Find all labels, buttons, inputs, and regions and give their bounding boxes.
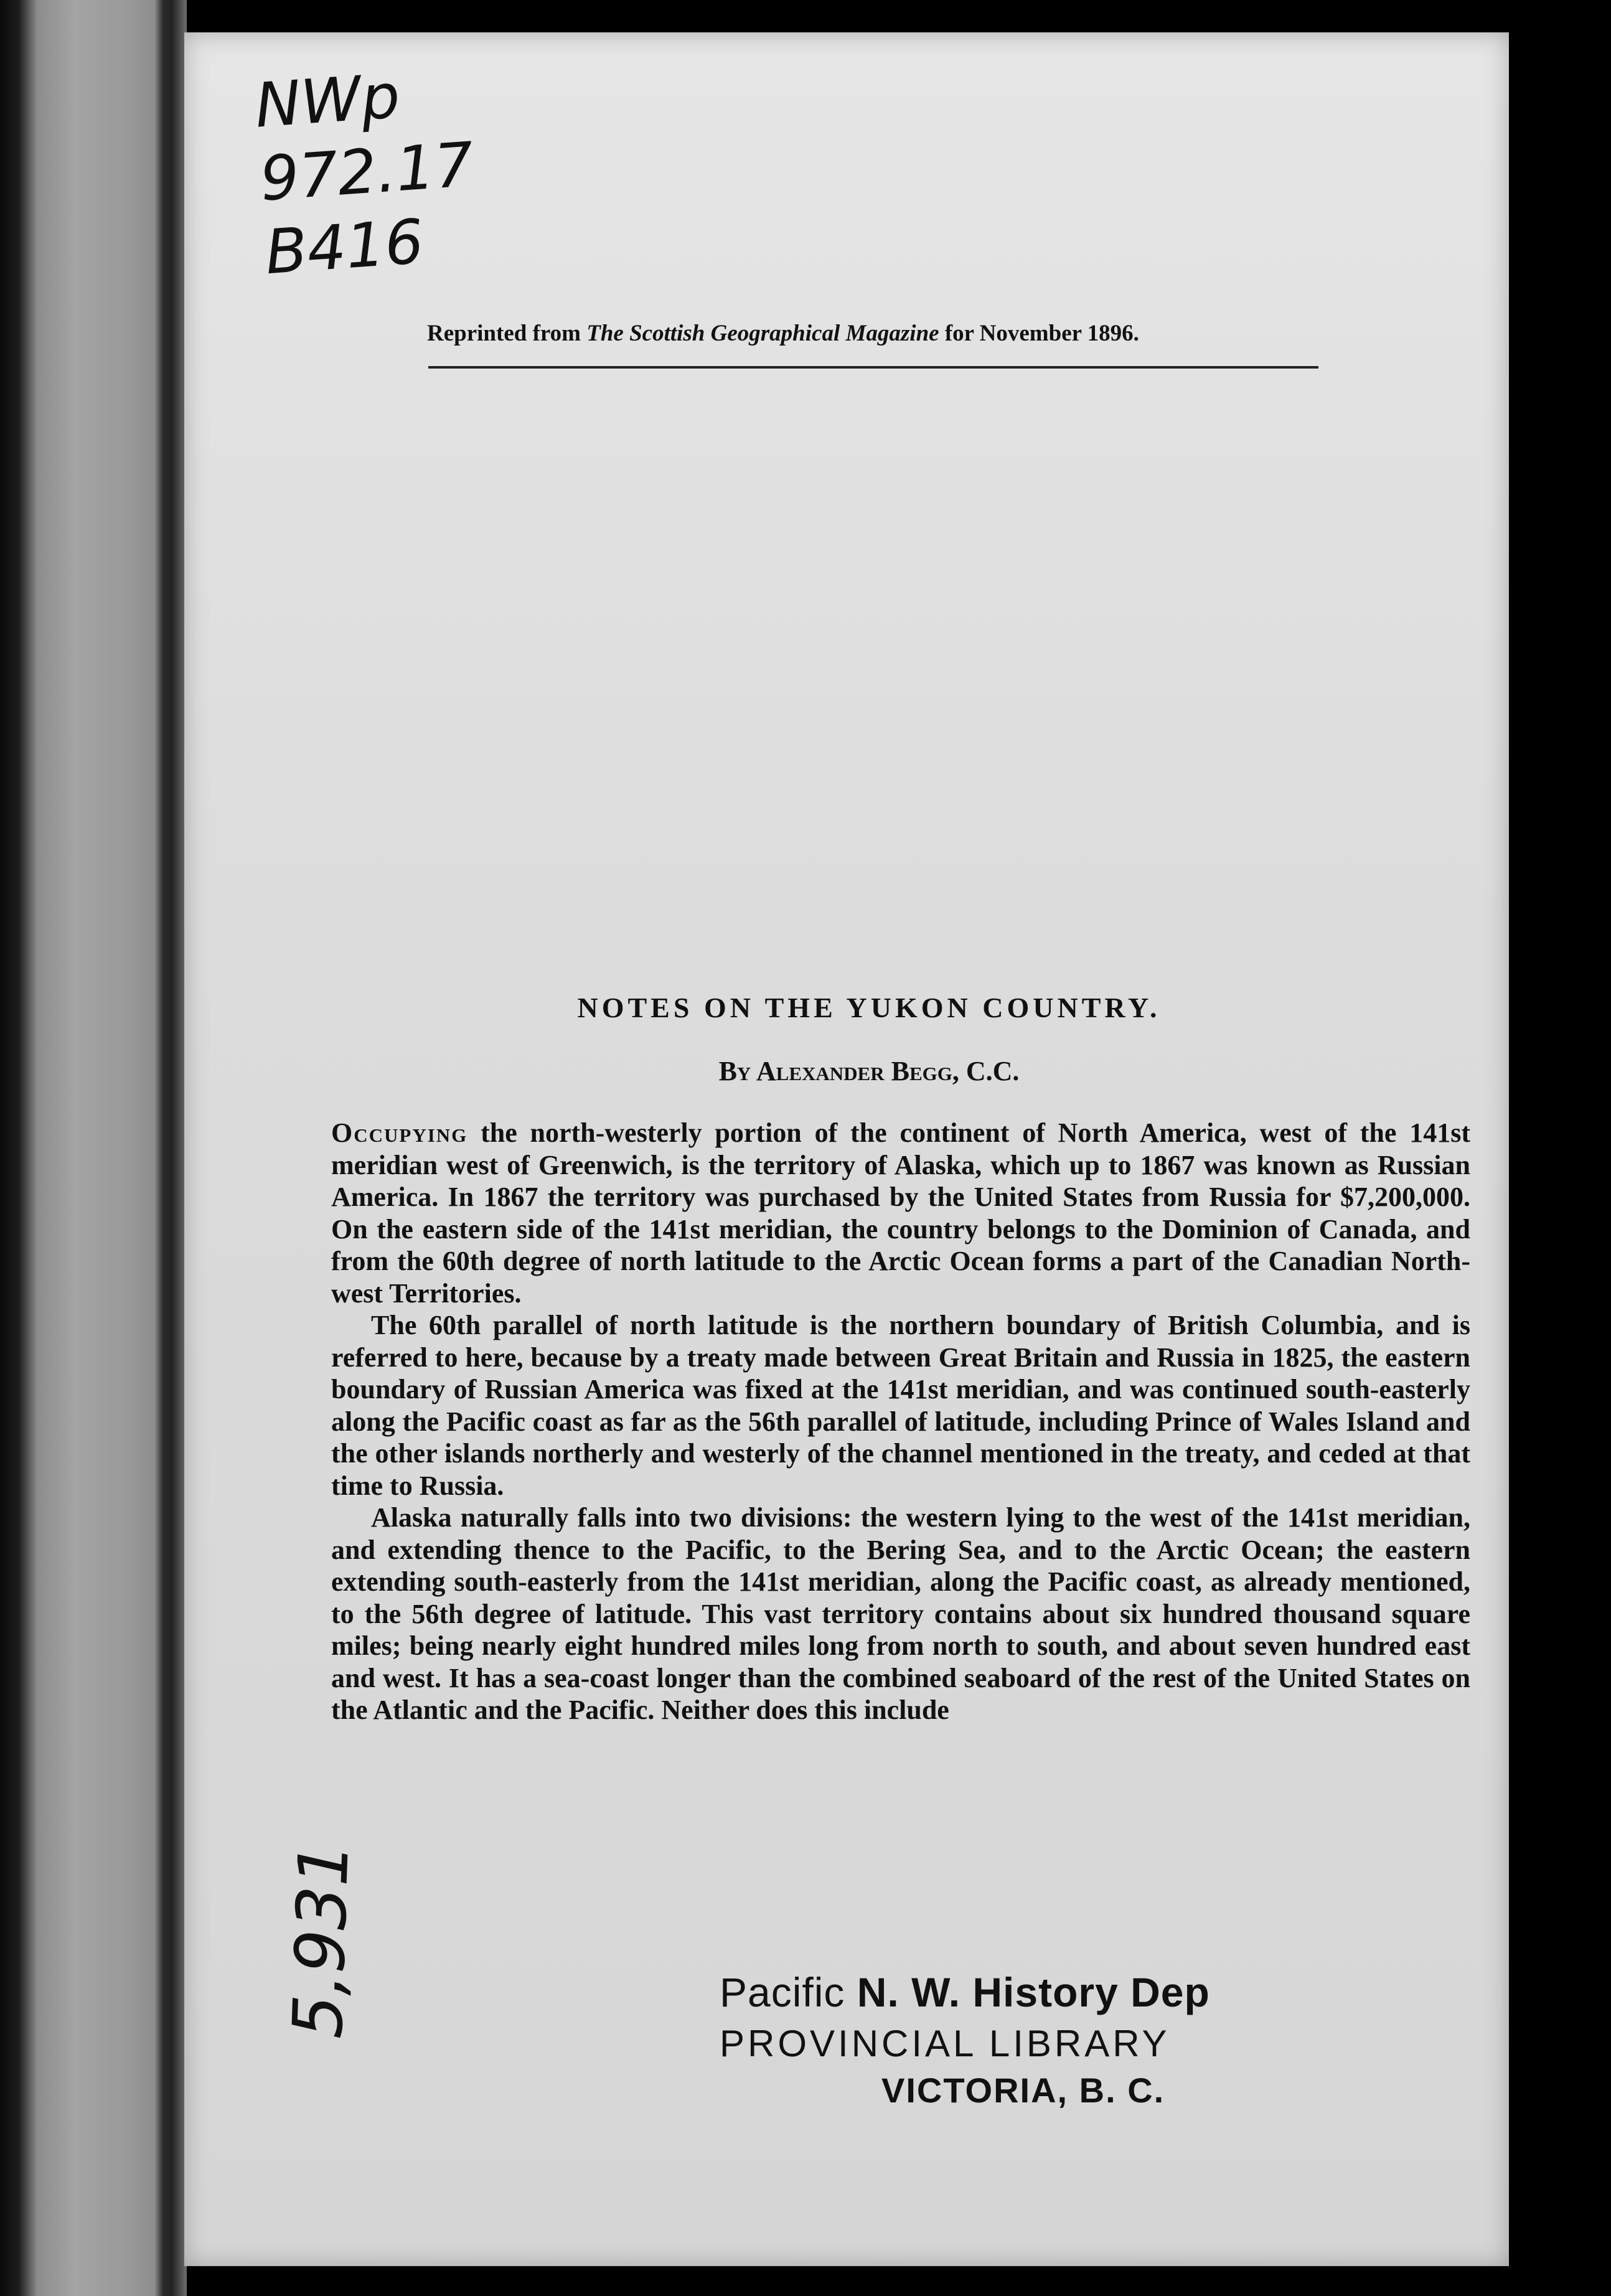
shelfmark-line: NWp	[253, 60, 402, 142]
stamp-line-1	[720, 1969, 1467, 2016]
library-stamp	[720, 1969, 1467, 2110]
body-paragraph	[331, 1117, 1470, 1309]
reprint-suffix: for November 1896.	[939, 321, 1139, 346]
handwritten-number: 5,931	[278, 1841, 364, 2040]
article-body	[331, 1117, 1470, 1726]
reprint-note	[427, 320, 1139, 347]
article-title: NOTES ON THE YUKON COUNTRY.	[577, 992, 1161, 1023]
stamp-line-2: PROVINCIAL LIBRARY	[720, 2023, 1170, 2064]
reprint-prefix: Reprinted from	[427, 321, 587, 346]
handwritten-shelfmark	[253, 55, 481, 289]
stamp-line-1-bold: N. W. History Dep	[857, 1969, 1210, 2015]
stamp-line-3: VICTORIA, B. C.	[881, 2071, 1165, 2110]
paragraph-lead-word: Occupying	[331, 1117, 468, 1148]
shelfmark-line: 972.17	[258, 129, 476, 215]
stamp-line-1-prefix: Pacific	[720, 1969, 857, 2015]
paragraph-text: the north-westerly portion of the continent of North America, west of the 141st meridian west of Greenwich, is the territory of Alaska, which up to 1867 was known as Russian America. In 1867 the territory was purchased by the United States from Russia for $7,200,000. On the eastern side of the 141st meridian, the country belongs to the Dominion of Canada, and from the 60th degree of north latitude to the Arctic Ocean forms a part of the Canadian North-west Territories.	[331, 1117, 1470, 1309]
document-page	[184, 32, 1509, 2266]
article-byline: By Alexander Begg, C.C.	[718, 1056, 1020, 1086]
book-spine	[0, 0, 187, 2296]
shelfmark-line: B416	[263, 206, 426, 289]
magazine-name: The Scottish Geographical Magazine	[586, 321, 939, 346]
body-paragraph: The 60th parallel of north latitude is the northern boundary of British Columbia, and is referred to here, because by a treaty made between Great Britain and Russia in 1825, the eastern boundary of Russian America was fixed at the 141st meridian, and was continued south-easterly along the Pacific coast as far as the 56th parallel of latitude, including Prince of Wales Island and the other islands northerly and westerly of the channel mentioned in the treaty, and ceded at that time to Russia.	[331, 1310, 1470, 1501]
body-paragraph: Alaska naturally falls into two divisions: the western lying to the west of the 141st meridian, and extending thence to the Pacific, to the Bering Sea, and to the Arctic Ocean; the eastern extending south-easterly from the 141st meridian, along the Pacific coast, as already mentioned, to the 56th degree of latitude. This vast territory contains about six hundred thousand square miles; being nearly eight hundred miles long from north to south, and about seven hundred east and west. It has a sea-coast longer than the combined seaboard of the rest of the United States on the Atlantic and the Pacific. Neither does this include	[331, 1502, 1470, 1725]
horizontal-rule	[428, 366, 1318, 369]
